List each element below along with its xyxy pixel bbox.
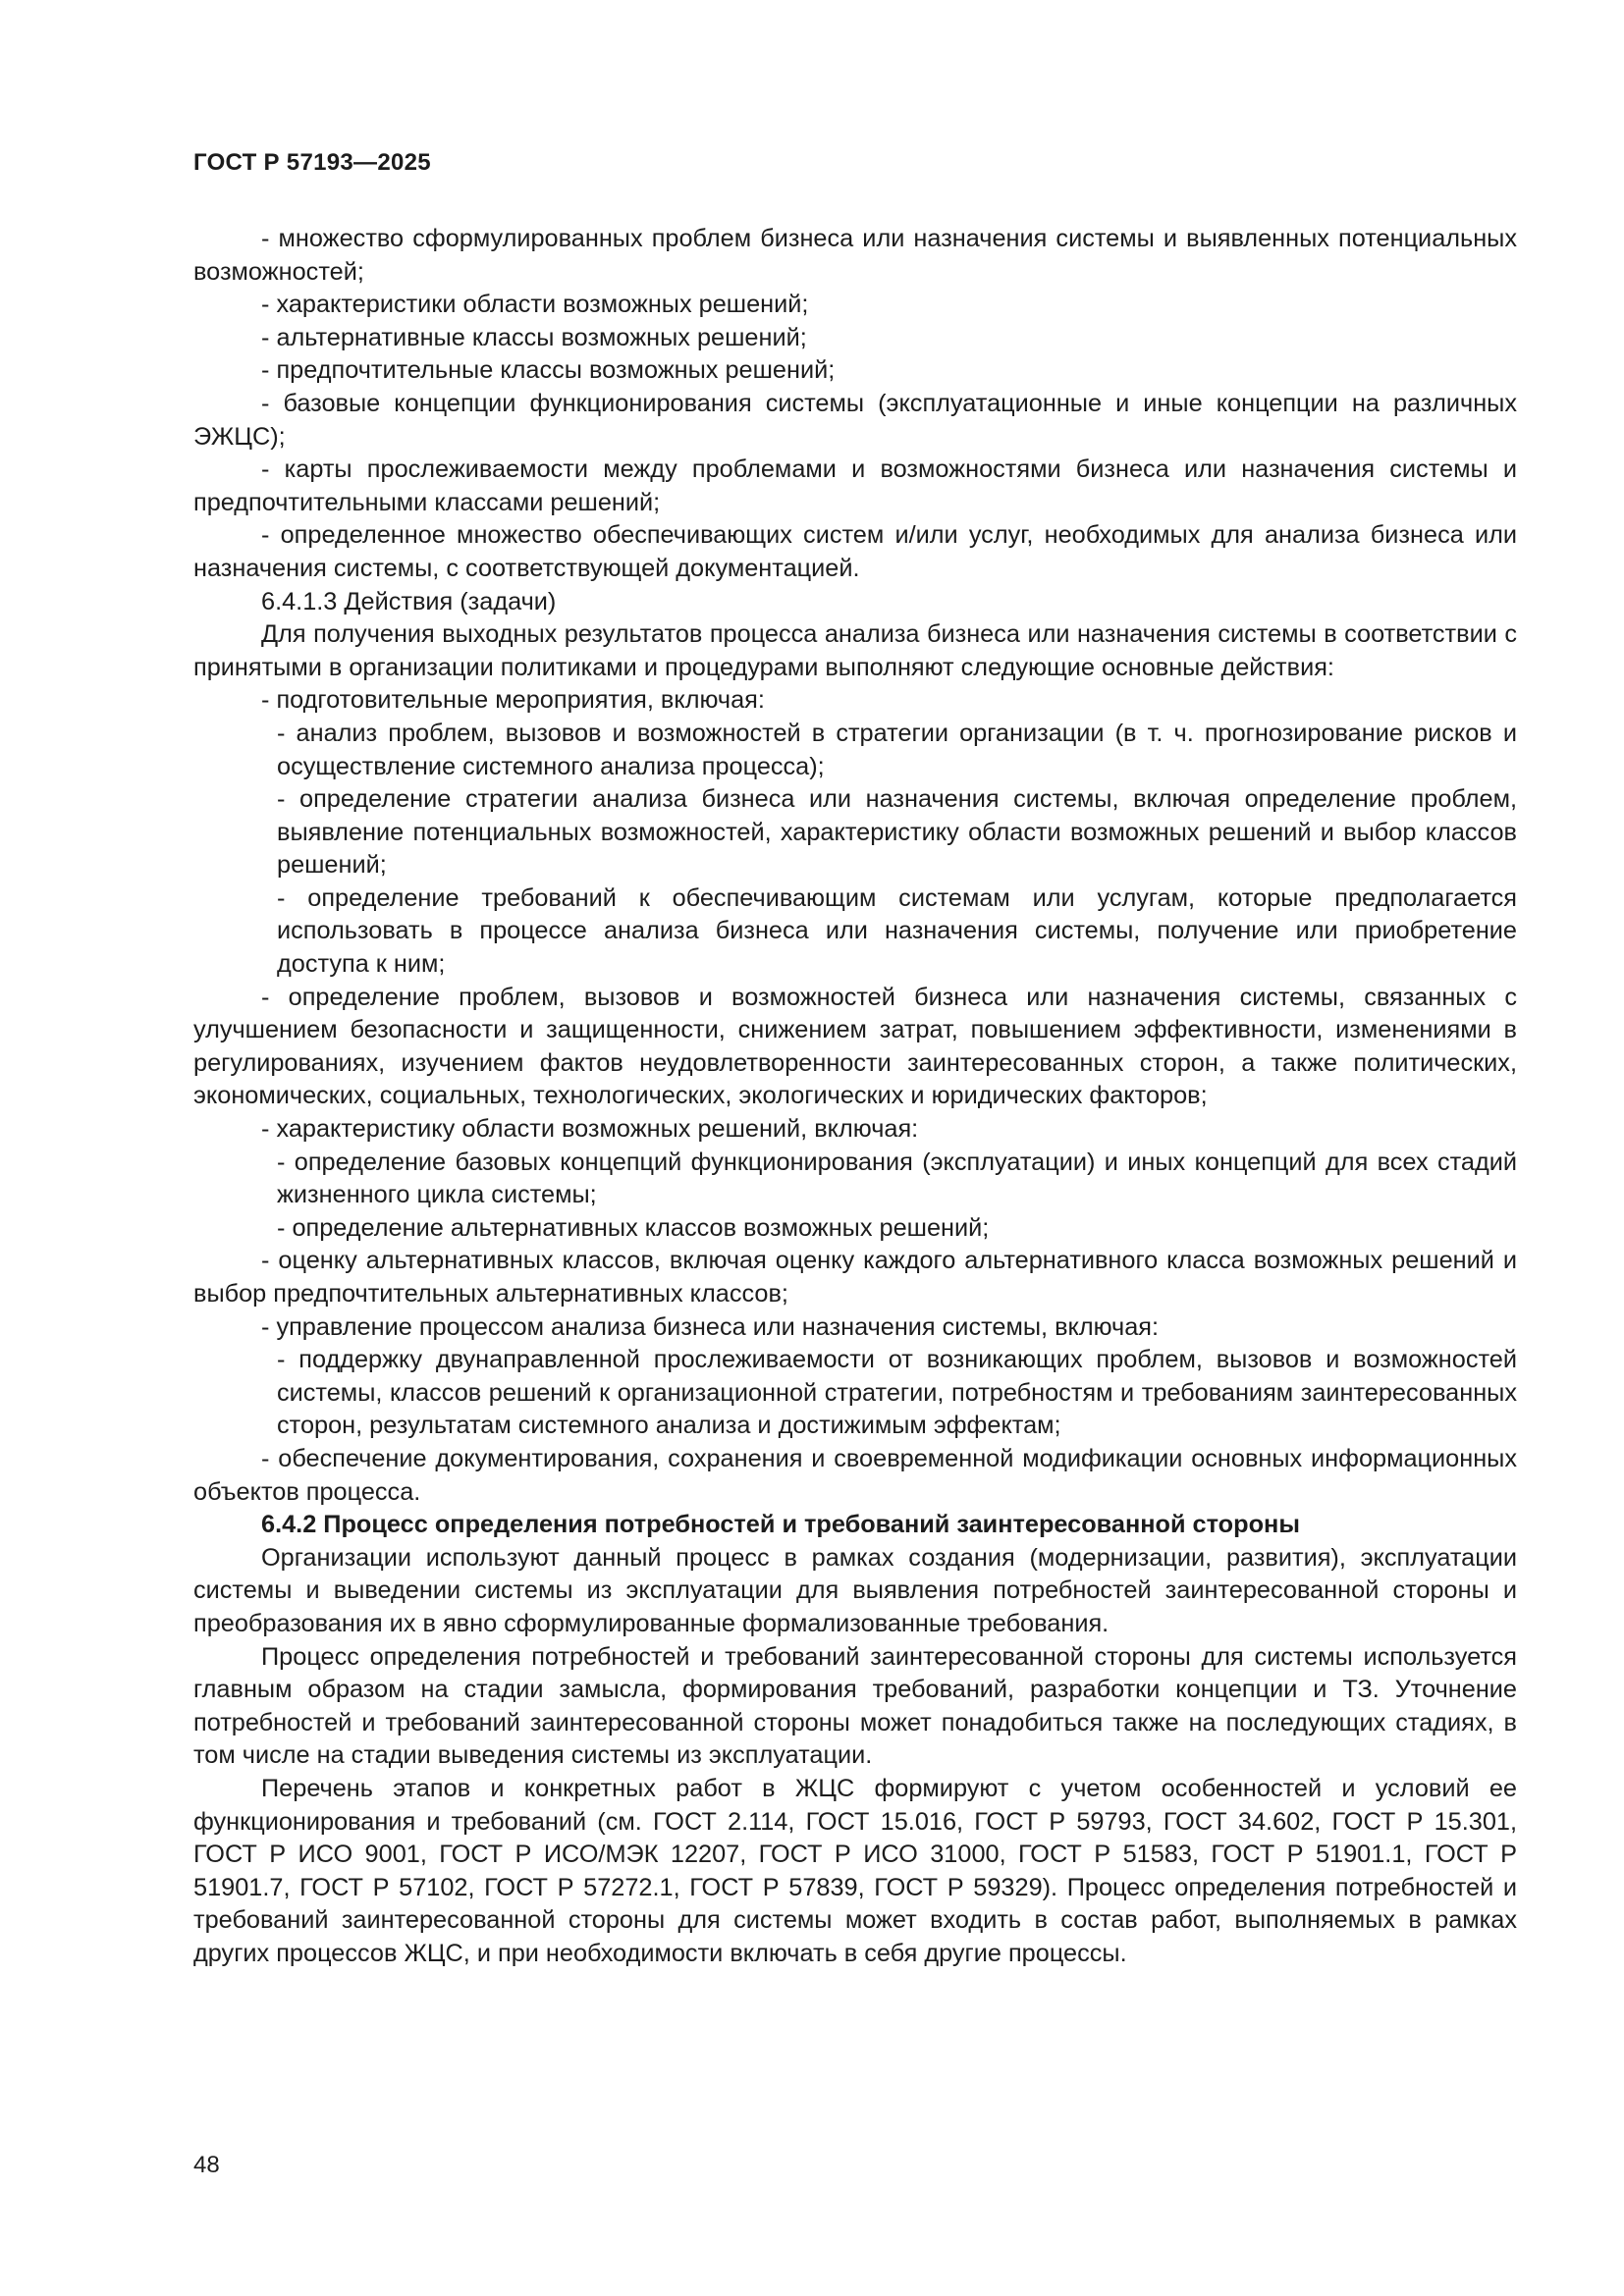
list-item: - характеристику области возможных решений, включая: [261, 1115, 919, 1144]
sub-list-item: - определение базовых концепций функционирования (эксплуатации) и иных концепций для всех стадий жизненного цикла системы; [277, 1148, 1517, 1209]
paragraph: Организации используют данный процесс в рамках создания (модернизации, развития), эксплуатации системы и выведении системы из эксплуатации для выявления потребностей заинтересованной стороны и преобразования их в явно сформулированные формализованные требования. [193, 1543, 1517, 1637]
list-item: - определение проблем, вызовов и возможностей бизнеса или назначения системы, связанных с улучшением безопасности и защищенности, снижением затрат, повышением эффективности, изменениями в регулированиях, изучением фактов неудовлетворенности заинтересованных сторон, а также политических, экономических, социальных, технологических, экологических и юридических факторов; [193, 983, 1517, 1110]
list-item: - управление процессом анализа бизнеса или назначения системы, включая: [261, 1312, 1160, 1341]
list-item: - предпочтительные классы возможных решений; [261, 356, 836, 385]
sub-list-item: - поддержку двунаправленной прослеживаемости от возникающих проблем, вызовов и возможностей системы, классов решений к организационной стратегии, потребностям и требованиям заинтересованных сторон, результатам системного анализа и достижимым эффектам; [277, 1346, 1517, 1440]
paragraph: Для получения выходных результатов процесса анализа бизнеса или назначения системы в соответствии с принятыми в организации политиками и процедурами выполняют следующие основные действия: [193, 620, 1517, 681]
list-item: - характеристики области возможных решений; [261, 291, 809, 319]
list-item: - множество сформулированных проблем бизнеса или назначения системы и выявленных потенциальных возможностей; [193, 225, 1517, 286]
list-item: - карты прослеживаемости между проблемами и возможностями бизнеса или назначения системы и предпочтительными классами решений; [193, 455, 1517, 516]
paragraph: Перечень этапов и конкретных работ в ЖЦС формируют с учетом особенностей и условий ее функционирования и требований (см. ГОСТ 2.114, ГОСТ 15.016, ГОСТ Р 59793, ГОСТ 34.602, ГОСТ Р 15.301, ГОСТ Р ИСО 9001, ГОСТ Р ИСО/МЭК 12207, ГОСТ Р ИСО 31000, ГОСТ Р 51583, ГОСТ Р 51901.1, ГОСТ Р 51901.7, ГОСТ Р 57102, ГОСТ Р 57272.1, ГОСТ Р 57839, ГОСТ Р 59329). Процесс определения потребностей и требований заинтересованной стороны для системы может входить в состав работ, выполняемых в рамках других процессов ЖЦС, и при необходимости включать в себя другие процессы. [193, 1774, 1517, 1967]
list-item: - базовые концепции функционирования системы (эксплуатационные и иные концепции на различных ЭЖЦС); [193, 389, 1517, 451]
paragraph: Процесс определения потребностей и требований заинтересованной стороны для системы используется главным образом на стадии замысла, формирования требований, разработки концепции и ТЗ. Уточнение потребностей и требований заинтересованной стороны может понадобиться также на последующих стадиях, в том числе на стадии выведения системы из эксплуатации. [193, 1642, 1517, 1770]
sub-list-item: - определение альтернативных классов возможных решений; [277, 1213, 990, 1242]
sub-list-item: - определение стратегии анализа бизнеса или назначения системы, включая определение проблем, выявление потенциальных возможностей, характеристику области возможных решений и выбор классов решений; [277, 785, 1517, 880]
list-item: - альтернативные классы возможных решений; [261, 323, 807, 351]
list-item: - подготовительные мероприятия, включая: [261, 686, 765, 715]
subsection-heading: 6.4.1.3 Действия (задачи) [261, 587, 557, 615]
page-number: 48 [193, 2152, 220, 2178]
list-item: - обеспечение документирования, сохранения и своевременной модификации основных информационных объектов процесса. [193, 1444, 1517, 1506]
section-heading: 6.4.2 Процесс определения потребностей и требований заинтересованной стороны [261, 1511, 1300, 1539]
list-item: - определенное множество обеспечивающих систем и/или услуг, необходимых для анализа бизнеса или назначения системы, с соответствующей документацией. [193, 521, 1517, 582]
document-header: ГОСТ Р 57193—2025 [193, 149, 431, 176]
sub-list-item: - анализ проблем, вызовов и возможностей в стратегии организации (в т. ч. прогнозирование рисков и осуществление системного анализа процесса); [277, 719, 1517, 780]
sub-list-item: - определение требований к обеспечивающим системам или услугам, которые предполагается использовать в процессе анализа бизнеса или назначения системы, получение или приобретение доступа к ним; [277, 883, 1517, 979]
document-body [193, 223, 1517, 1970]
list-item: - оценку альтернативных классов, включая оценку каждого альтернативного класса возможных решений и выбор предпочтительных альтернативных классов; [193, 1247, 1517, 1308]
